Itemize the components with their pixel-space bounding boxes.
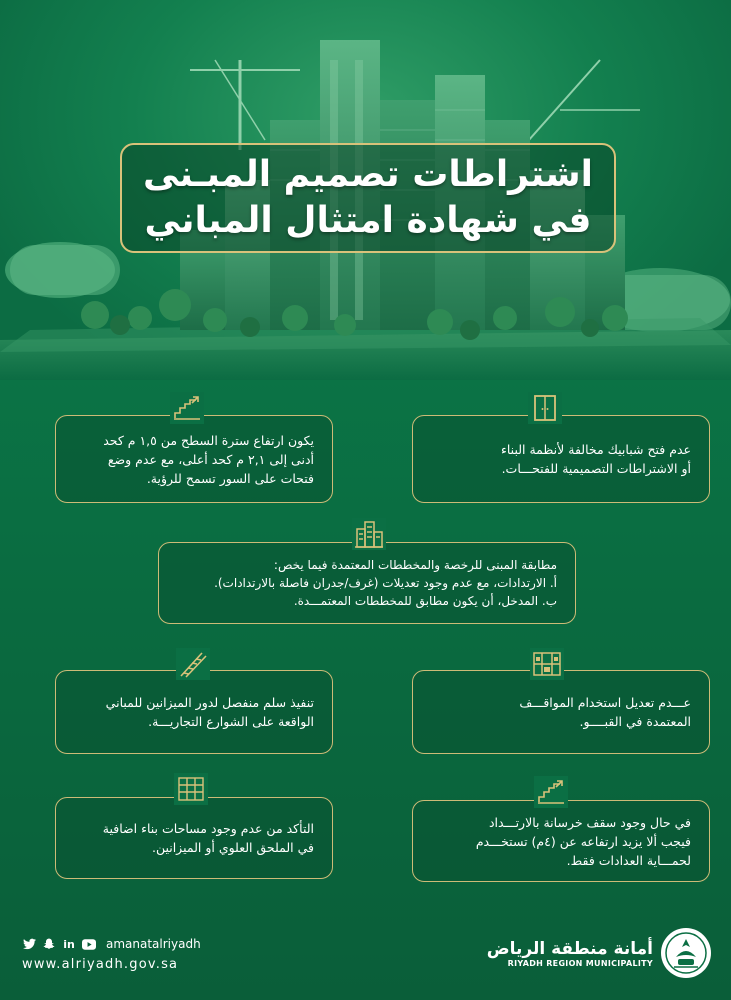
footer-contact [22,935,242,975]
stairs-icon [176,648,210,680]
title-box [120,143,616,253]
youtube-icon[interactable] [82,937,96,951]
card-text-line: مطابقة المبنى للرخصة والمخططات المعتمدة فيما يخص: [273,558,557,572]
snapchat-icon[interactable] [42,937,56,951]
card-text-line: أو الاشتراطات التصميمية للفتحـــات. [501,461,691,476]
card-mezzanine-stairs [55,670,333,754]
card-text-line: لحمـــاية العدادات فقط. [566,852,691,868]
card-building-plans [158,542,576,624]
card-text-line: الواقعة على الشوارع التجاريـــة. [148,714,314,729]
card-text-line: أ. الارتدادات، مع عدم وجود تعديلات (غرف/جدران فاصلة بالارتدادات). [214,576,557,590]
card-text-line: أدنى إلى ٢,١ م كحد أعلى، مع عدم وضع [107,451,314,467]
brand-name-en: RIYADH REGION MUNICIPALITY [507,958,653,968]
card-text-line: في حال وجود سقف خرسانة بالارتـــداد [488,814,691,830]
ladder-chart-icon [534,776,568,808]
card-extra-areas [55,797,333,879]
linkedin-icon[interactable]: in [63,937,75,951]
card-text-line: عـــدم تعديل استخدام المواقـــف [519,695,691,710]
grid-frame-icon [174,773,208,805]
brand-name-ar: أمانة منطقة الرياض [486,938,653,959]
card-text-line: ب. المدخل، أن يكون مطابق للمخططات المعتمـــدة. [293,594,557,608]
window-icon [528,392,562,424]
buildings-icon [352,518,386,550]
card-text-line: يكون ارتفاع سترة السطح من ١,٥ م كحد [103,432,314,448]
page-title-line2: في شهادة امتثال المباني [144,200,592,241]
card-text-line: المعتمدة في القبــــو. [579,714,691,729]
social-links [22,935,242,953]
brand-text [487,939,653,968]
social-handle[interactable]: amanatalriyadh [106,937,201,951]
card-text-line: تنفيذ سلم منفصل لدور الميزانين للمباني [105,695,314,710]
card-concrete-roof [412,800,710,882]
card-roof-parapet [55,415,333,503]
ladder-chart-icon [170,392,204,424]
card-text-line: عدم فتح شبابيك مخالفة لأنظمة البناء [501,442,691,457]
card-text-line: فيجب ألا يزيد ارتفاعه عن (٤م) تستخـــدم [475,833,691,849]
card-text-line: في الملحق العلوي أو الميزانين. [151,840,314,855]
card-text-line: فتحات على السور تسمح للرؤية. [146,470,314,486]
card-windows [412,415,710,503]
hero-illustration [0,0,731,380]
card-parking [412,670,710,754]
twitter-icon[interactable] [22,937,36,951]
brand-block [461,925,711,981]
page-title-line1: اشتراطات تصميم المبـنى [143,154,593,195]
website-link[interactable]: www.alriyadh.gov.sa [22,957,179,972]
parking-icon [530,648,564,680]
municipality-logo-icon [661,928,711,978]
card-text-line: التأكد من عدم وجود مساحات بناء اضافية [102,821,314,836]
